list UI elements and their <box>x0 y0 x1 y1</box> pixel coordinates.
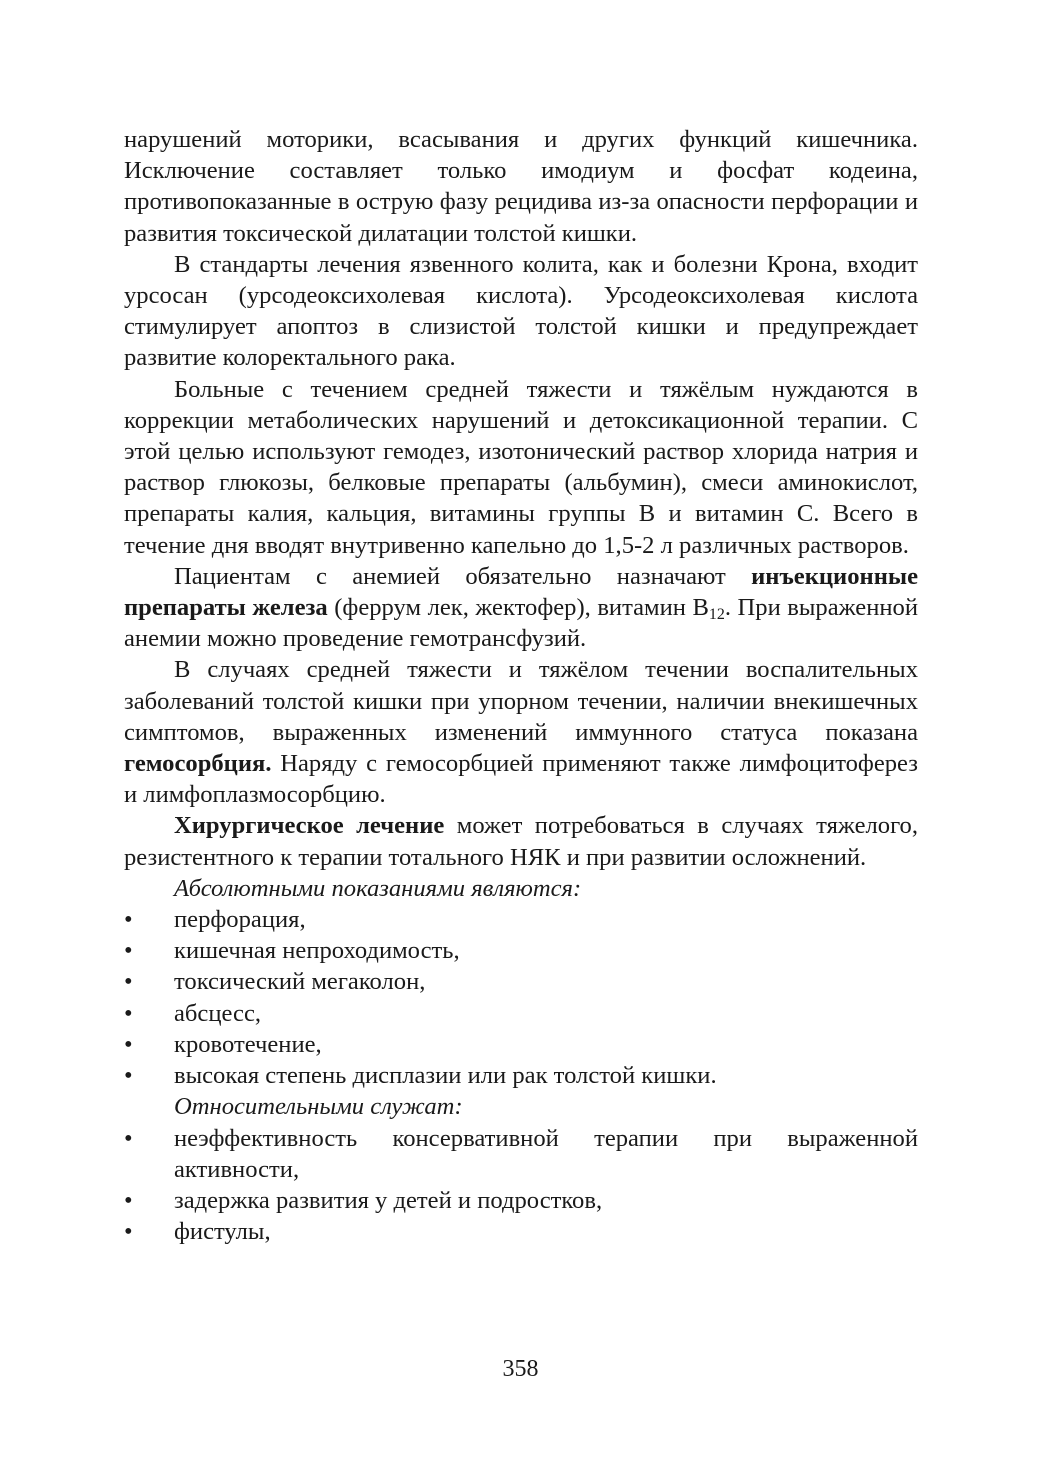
p5-text-after: Наряду с гемосорбцией применяют также лимфоцитоферез и лимфоплазмосорбцию. <box>124 750 918 809</box>
paragraph-1: нарушений моторики, всасывания и других функций кишечника. Исключение составляет только имодиум и фосфат кодеина, противопоказанные в острую фазу рецидива из-за опасности перфорации и развития токсической дилатации толстой кишки. <box>124 126 918 247</box>
list-item <box>124 1123 918 1185</box>
bullet-icon: • <box>124 906 133 934</box>
bullet-icon: • <box>124 999 133 1027</box>
list-item <box>124 904 918 935</box>
paragraph-6 <box>124 810 918 872</box>
bullet-icon: • <box>124 1062 133 1090</box>
page-body <box>124 124 918 1247</box>
list-item <box>124 935 918 966</box>
bullet-icon: • <box>124 1186 133 1214</box>
list-item-text: неэффективность консервативной терапии при выраженной активности, <box>174 1124 918 1183</box>
list-item-text: задержка развития у детей и подростков, <box>174 1186 603 1214</box>
bullet-icon: • <box>124 937 133 965</box>
p4-text-after: . При выраженной анемии можно проведение гемотрансфузий. <box>124 594 918 653</box>
list-item-text: кишечная непроходимость, <box>174 937 460 965</box>
absolute-indications-list <box>124 904 918 1091</box>
list-item <box>124 1029 918 1060</box>
list-item <box>124 1060 918 1091</box>
list-item <box>124 998 918 1029</box>
p6-text-after: может потребоваться в случаях тяжелого, резистентного к терапии тотального НЯК и при развитии осложнений. <box>124 812 918 871</box>
bullet-icon: • <box>124 1218 133 1246</box>
list-item <box>124 966 918 997</box>
p5-bold-term: гемосорбция. <box>124 750 272 778</box>
p4-subscript: 12 <box>708 606 725 624</box>
list-item-text: кровотечение, <box>174 1030 322 1058</box>
absolute-indications-heading: Абсолютными показаниями являются: <box>174 874 582 902</box>
p4-bold-term: инъекционные препараты железа <box>124 562 918 622</box>
paragraph-5 <box>124 654 918 810</box>
page-number: 358 <box>502 1356 539 1382</box>
bullet-icon: • <box>124 1030 133 1058</box>
relative-indications-list <box>124 1123 918 1248</box>
p6-bold-term: Хирургическое лечение <box>174 812 445 840</box>
p5-text-before: В случаях средней тяжести и тяжёлом течении воспалительных заболеваний толстой кишки при упорном течении, наличии внекишечных симптомов, выраженных изменений иммунного статуса показана <box>124 656 918 746</box>
list-item-text: фистулы, <box>174 1218 271 1246</box>
bullet-icon: • <box>124 1124 133 1152</box>
list-item <box>124 1216 918 1247</box>
paragraph-2: В стандарты лечения язвенного колита, как и болезни Крона, входит урсосан (урсодеоксихолевая кислота). Урсодеоксихолевая кислота стимулирует апоптоз в слизистой толстой кишки и предупреждает развитие колоректального рака. <box>124 250 918 372</box>
bullet-icon: • <box>124 968 133 996</box>
p4-text-before: Пациентам с анемией обязательно назначают <box>174 562 752 590</box>
list-item <box>124 1185 918 1216</box>
p4-text-middle: (феррум лек, жектофер), витамин В <box>327 594 709 622</box>
paragraph-4 <box>124 561 918 655</box>
list-item-text: высокая степень дисплазии или рак толстой кишки. <box>174 1062 717 1090</box>
relative-indications-heading: Относительными служат: <box>174 1093 463 1121</box>
list-item-text: абсцесс, <box>174 999 262 1027</box>
list-item-text: токсический мегаколон, <box>174 968 426 996</box>
list-item-text: перфорация, <box>174 906 306 934</box>
paragraph-3: Больные с течением средней тяжести и тяжёлым нуждаются в коррекции метаболических нарушений и детоксикационной терапии. С этой целью используют гемодез, изотонический раствор хлорида натрия и раствор глюкозы, белковые препараты (альбумин), смеси аминокислот, препараты калия, кальция, витамины группы В и витамин С. Всего в течение дня вводят внутривенно капельно до 1,5-2 л различных растворов. <box>124 375 918 559</box>
